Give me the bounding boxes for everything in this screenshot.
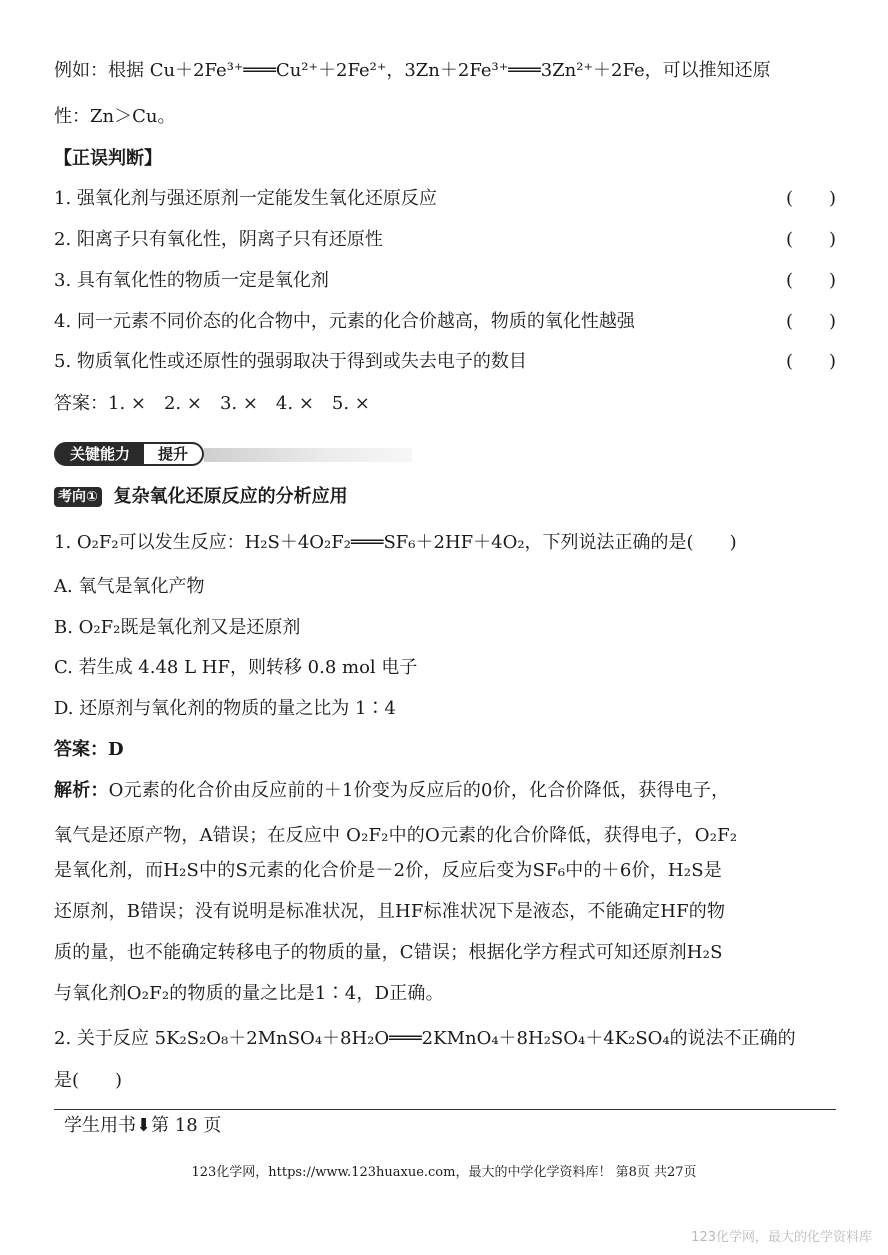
answer-paren: ( ): [785, 188, 836, 209]
section-banner: [54, 442, 414, 466]
judge-item: [54, 227, 836, 253]
topic-badge: 考向①: [54, 487, 102, 507]
analysis-label: 解析：: [54, 780, 109, 801]
banner-gradient: [204, 448, 412, 462]
judge-answer: 答案：1. × 2. × 3. × 4. × 5. ×: [54, 393, 370, 414]
q1-option: A. 氧气是氧化产物: [54, 576, 205, 597]
q2-stem-line-2: 是( ): [54, 1070, 123, 1091]
judge-item: [54, 309, 836, 335]
judge-item: [54, 268, 836, 294]
answer-paren: ( ): [785, 351, 836, 372]
analysis-text: O元素的化合价由反应前的＋1价变为反应后的0价，化合价降低，获得电子，: [108, 780, 730, 801]
book-page-reference: 学生用书⬇第 18 页: [64, 1115, 222, 1136]
answer-paren: ( ): [785, 270, 836, 291]
intro-line-1: 例如：根据 Cu＋2Fe³⁺═══Cu²⁺＋2Fe²⁺，3Zn＋2Fe³⁺═══3Zn²⁺＋2Fe，可以推知还原: [54, 60, 771, 81]
analysis-line: 质的量，也不能确定转移电子的物质的量，C错误；根据化学方程式可知还原剂H₂S: [54, 942, 723, 963]
q1-answer-label: 答案：: [54, 739, 108, 760]
topic-heading: [54, 484, 836, 510]
q1-stem: 1. O₂F₂可以发生反应：H₂S＋4O₂F₂═══SF₆＋2HF＋4O₂，下列说法正确的是( ): [54, 532, 737, 553]
q1-option: B. O₂F₂既是氧化剂又是还原剂: [54, 617, 301, 638]
footer-divider: [54, 1109, 836, 1110]
judge-heading: 【正误判断】: [54, 148, 162, 169]
judge-item-text: 1. 强氧化剂与强还原剂一定能发生氧化还原反应: [54, 188, 437, 209]
judge-item-text: 5. 物质氧化性或还原性的强弱取决于得到或失去电子的数目: [54, 351, 527, 372]
q1-answer-value: D: [108, 739, 124, 760]
answer-paren: ( ): [785, 229, 836, 250]
analysis-line: 还原剂，B错误；没有说明是标准状况，且HF标准状况下是液态，不能确定HF的物: [54, 901, 726, 922]
analysis-line: [54, 778, 836, 804]
topic-title: 复杂氧化还原反应的分析应用: [113, 486, 348, 507]
site-footer-note: 123化学网，https://www.123huaxue.com，最大的中学化学资料库！ 第8页 共27页: [191, 1165, 697, 1180]
banner-right-label: 提升: [144, 442, 204, 466]
q1-answer: [54, 737, 836, 763]
judge-item: [54, 349, 836, 375]
q1-option: C. 若生成 4.48 L HF，则转移 0.8 mol 电子: [54, 657, 418, 678]
banner-left-label: 关键能力: [54, 442, 146, 466]
answer-paren: ( ): [785, 311, 836, 332]
analysis-line: 氧气是还原产物，A错误；在反应中 O₂F₂中的O元素的化合价降低，获得电子，O₂F₂: [54, 825, 738, 846]
q1-option: D. 还原剂与氧化剂的物质的量之比为 1∶4: [54, 698, 396, 719]
judge-item-text: 2. 阳离子只有氧化性，阴离子只有还原性: [54, 229, 383, 250]
judge-item-text: 4. 同一元素不同价态的化合物中，元素的化合价越高，物质的氧化性越强: [54, 311, 635, 332]
intro-line-2: 性：Zn＞Cu。: [54, 106, 176, 127]
judge-item: [54, 186, 836, 212]
analysis-line: 是氧化剂，而H₂S中的S元素的化合价是－2价，反应后变为SF₆中的＋6价，H₂S是: [54, 860, 722, 881]
q2-stem-line-1: 2. 关于反应 5K₂S₂O₈＋2MnSO₄＋8H₂O═══2KMnO₄＋8H₂SO₄＋4K₂SO₄的说法不正确的: [54, 1028, 796, 1049]
watermark: 123化学网，最大的化学资料库: [691, 1230, 872, 1245]
analysis-line: 与氧化剂O₂F₂的物质的量之比是1∶4，D正确。: [54, 983, 444, 1004]
judge-item-text: 3. 具有氧化性的物质一定是氧化剂: [54, 270, 329, 291]
